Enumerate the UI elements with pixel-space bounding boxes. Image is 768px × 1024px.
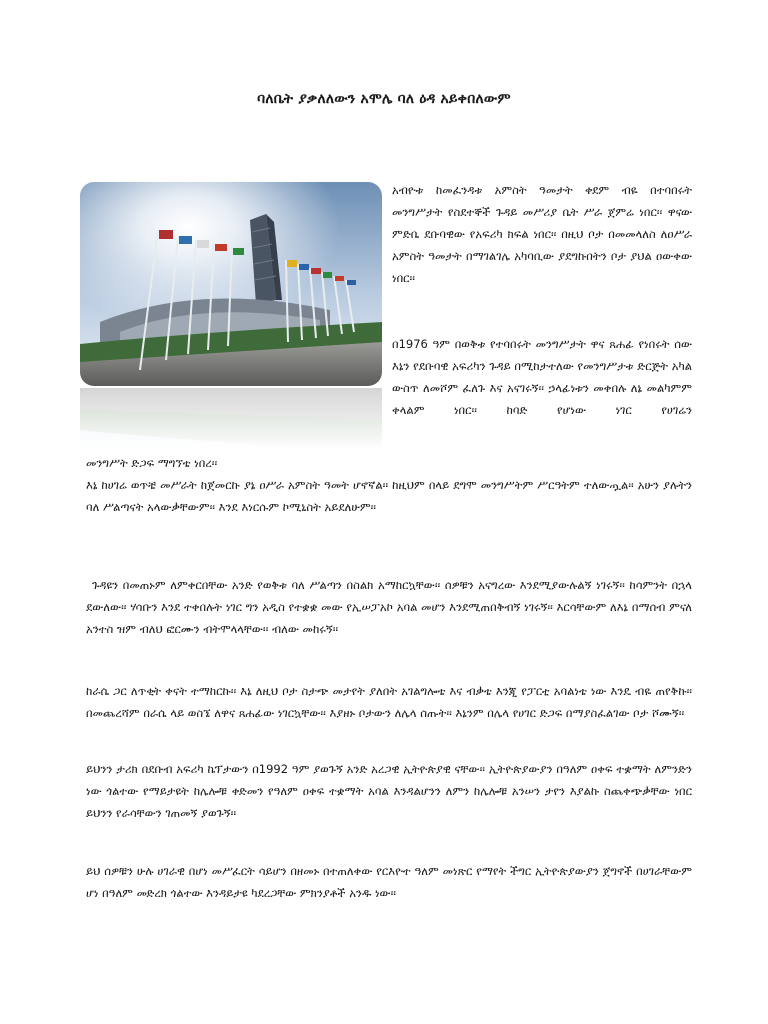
paragraph-6: ይህንን ታሪክ በደቡብ አፍሪካ ኬፕታውን በ1992 ዓም ያወጉኝ አንድ አረጋዊ ኢትዮጵያዊ ናቸው፡፡ ኢትዮጵያውያን በዓለም ዐቀፍ ተቋማት ለምንድን ነው ጎልተው የማይታዩት ከሌሎቹ ቀድመን የዓለም ዐቀፍ ተቋማት አባል እንዳልሆንን ለምን ከሌሎቹ አንሠን ታየን እያልኩ ስጨቀጭቃቸው ነበር ይህንን የራሳቸውን ገጠመኝ ያወጉኝ፡፡ <box>86 762 692 820</box>
paragraph-1: አብዮቱ ከመፈንዳቱ አምስት ዓመታት ቀደም ብዬ በተባበሩት መንግሥታት የስደተኞች ጉዳይ መሥሪያ ቤት ሥራ ጀምሬ ነበር፡፡ ዋናው ምድቤ ደቡባዊው የአፍሪካ ክፍል ነበር፡፡ በዚህ ቦታ በመመላለስ ለዐሥራ አምስት ዓመታት በማገልገሌ አካባቢው ያደግኩበትን ቦታ ያህል ዐውቀው ነበር፡፡ <box>392 183 692 285</box>
reflection-graphic <box>80 388 382 450</box>
building-photo-graphic <box>80 182 382 386</box>
paragraph-2-continued: መንግሥት ድጋፍ ማግኘቴ ነበረ፡፡ <box>86 456 218 470</box>
paragraph-2-right: በ1976 ዓም በወቅቱ የተባበሩት መንግሥታት ዋና ጸሐፊ የነበሩት ሰው እኔን የደቡባዊ አፍሪካን ጉዳይ በሚከታተለው የመንግሥታቱ ድርጅት አካል ውስጥ ለመሾም ፈለጉ እና አናገሩኝ፡፡ ኃላፊነቱን መቀበሉ ለኔ መልካምም ቀላልም ነበር፡፡ ከባድ የሆነው ነገር የሀገሬን <box>392 337 692 417</box>
paragraph-5: ከራሴ ጋር ለጥቂት ቀናት ተማከርኩ፡፡ እኔ ለዚህ ቦታ ስታጭ መታየት ያለበት አገልግሎቴ እና ብቃቴ እንጂ የፓርቲ አባልነቴ ነው እንዴ ብዬ ጠየቅኩ፡፡ በመጨረሻም በራሴ ላይ ወስኜ ለዋና ጸሐፊው ነገርኳቸው፡፡ እያዘኑ ቦታውን ለሌላ ሰጡት፡፡ እኔንም በሌላ የሀገር ድጋፍ በማያስፈልገው ቦታ ሾሙኝ፡፡ <box>86 684 692 720</box>
photo-reflection <box>80 388 382 450</box>
african-union-headquarters-photo <box>80 182 382 386</box>
paragraph-4: ጉዳዩን በመጠኑም ለምቀርበቸው አንድ የወቅቱ ባለ ሥልጣን በስልክ አማከርኳቸው፡፡ ሰዎቹን አናግረው እንደሚያውሉልኝ ነገሩኝ፡፡ ከሳምንት በኋላ ደውለው፡፡ ሃሳቡን እንደ ተቀበሉት ነገር ግን አዲስ የተቋቋ መው የኢሠፓአኮ አባል መሆን እንደሚጠበቅብኝ ነገሩኝ፡፡ እርሳቸውም ለእኔ በማሰብ ምናለ አንተስ ዝም ብለህ ፎርሙን ብትሞላላቸው፡፡ ብለው መከሩኝ፡፡ <box>86 578 692 636</box>
paragraph-3: እኔ ከሀገሬ ወጥቼ መሥራት ከጀመርኩ ያኔ ዐሥራ አምስት ዓመት ሆኖኛል፡፡ ከዚህም በላይ ደግሞ መንግሥትም ሥርዓትም ተለውጧል፡፡ አሁን ያሉትን ባለ ሥልጣናት አላውቃቸውም፡፡ እንደ እነርሱም ኮሚኒስት አይደለሁም፡፡ <box>86 478 692 514</box>
page-title: ባለቤት ያቃለለውን አሞሌ ባለ ዕዳ አይቀበለውም <box>257 91 511 107</box>
paragraph-7: ይህ ሰዎቹን ሁሉ ሀገራዊ በሆነ መሥፈርት ሳይሆን በዘመኑ በተጠለቀው የርእዮተ ዓለም መነጽር የማየት ችግር ኢትዮጵያውያን ጀግኖች በሀገራቸውም ሆነ በዓለም መድረክ ጎልተው እንዳይታዩ ካደረጋቸው ምክንያቶች አንዱ ነው፡፡ <box>86 864 692 900</box>
